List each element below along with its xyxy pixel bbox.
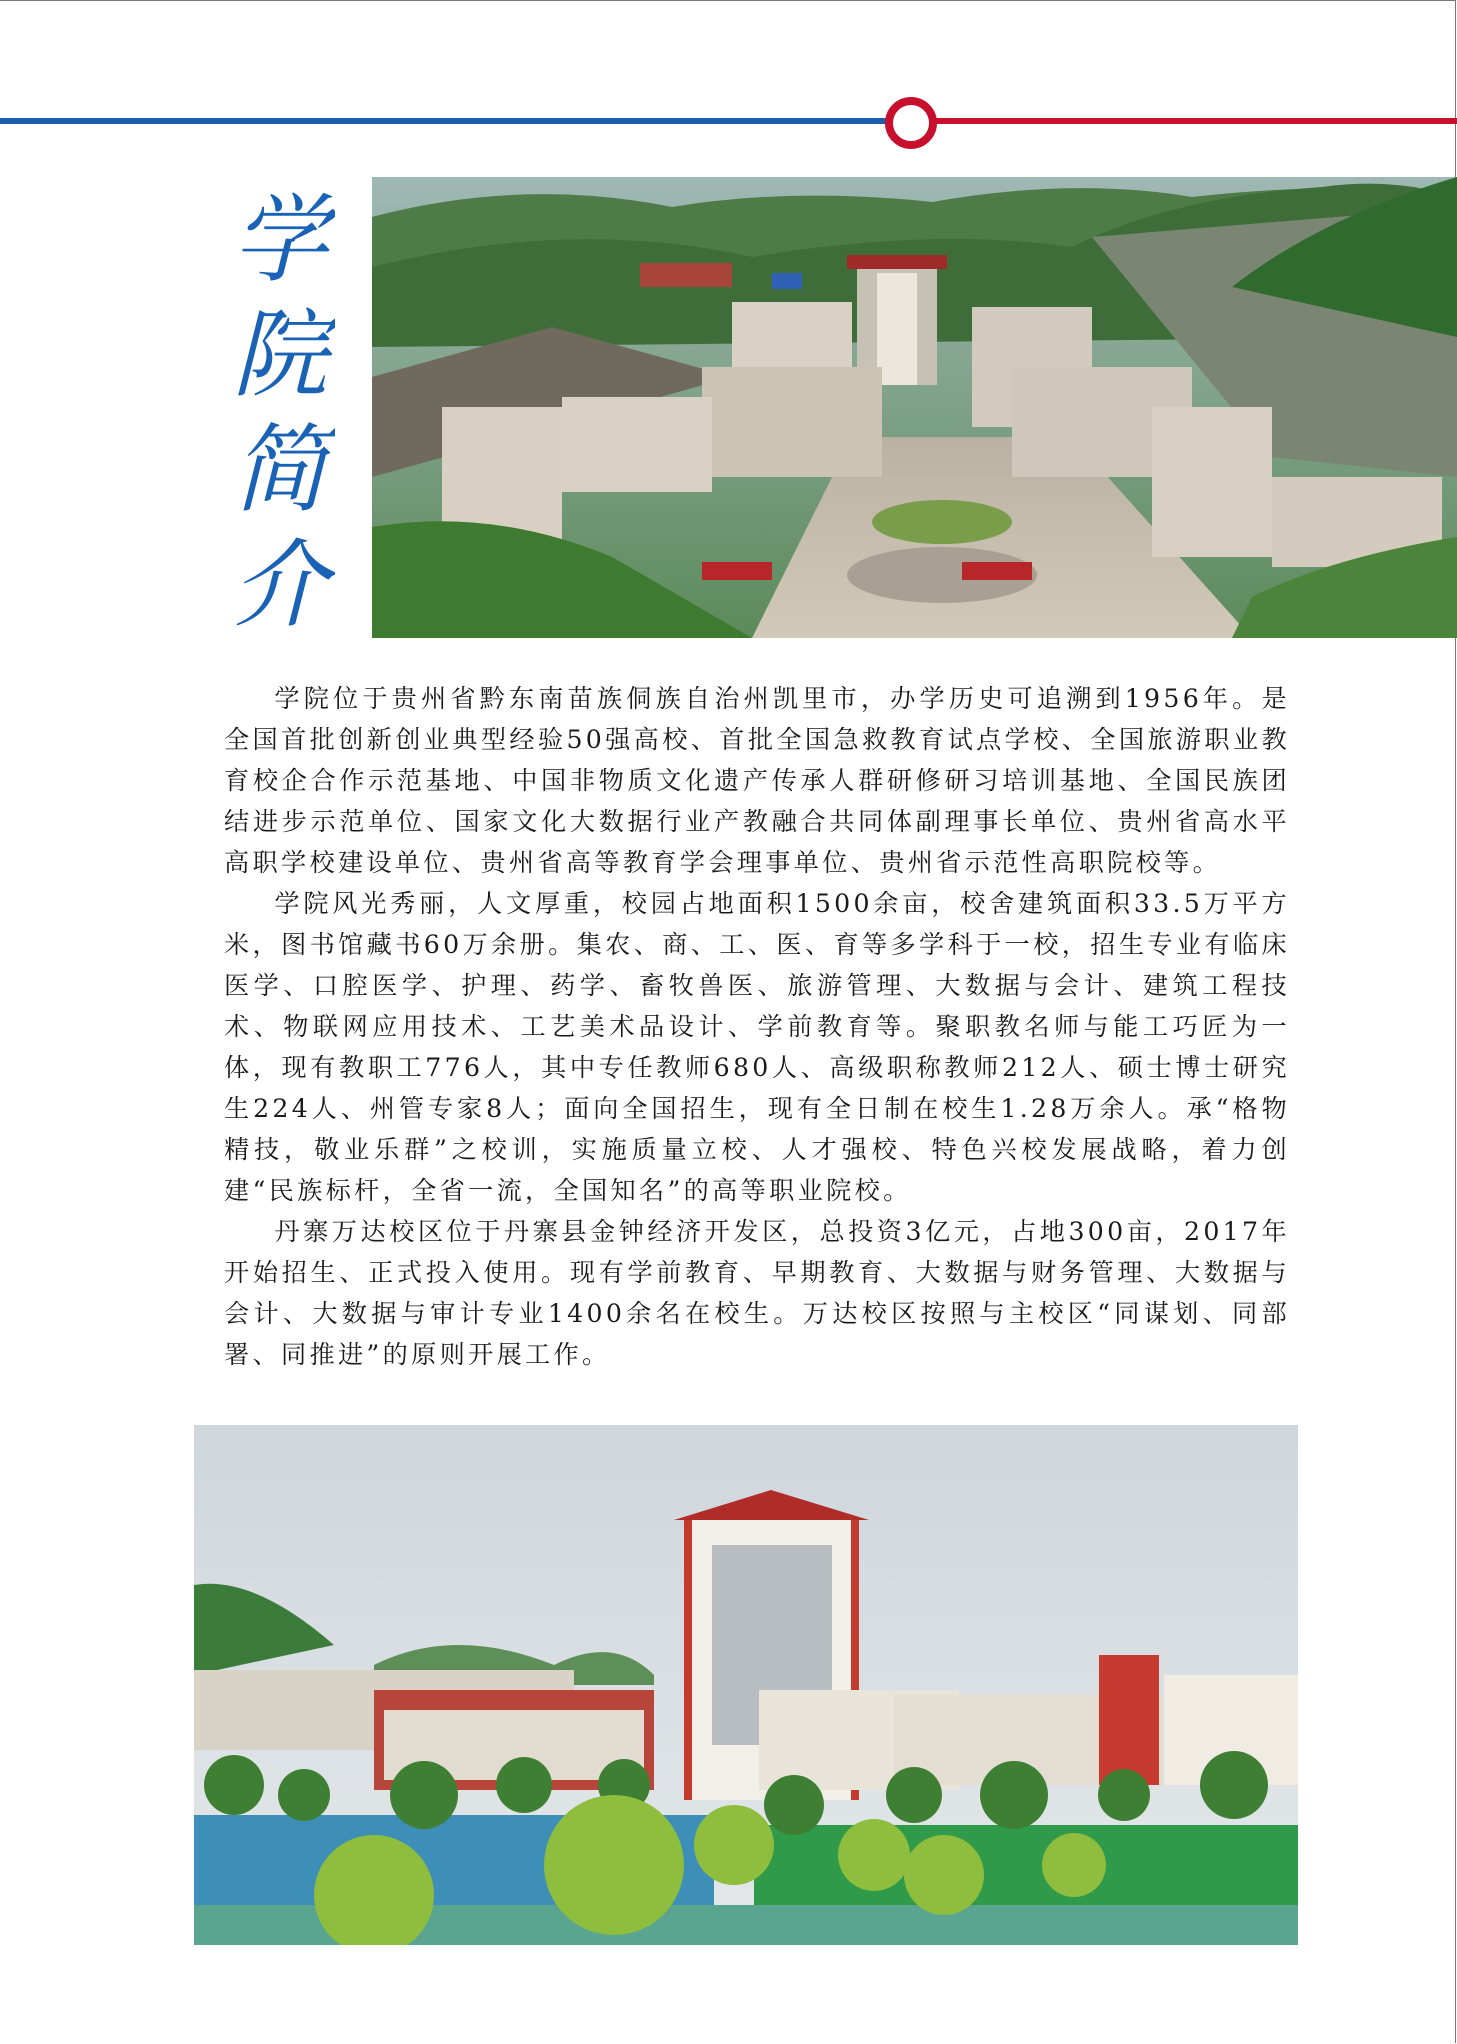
header-rule-blue <box>0 118 890 124</box>
header-ring-icon <box>885 97 937 149</box>
title-char-2: 院 <box>232 299 328 411</box>
paragraph-wanda-campus: 丹寨万达校区位于丹寨县金钟经济开发区，总投资3亿元，占地300亩，2017年开始招生、正式投入使用。现有学前教育、早期教育、大数据与财务管理、大数据与会计、大数据与审计专业1400余名在校生。万达校区按照与主校区“同谋划、同部署、同推进”的原则开展工作。 <box>224 1217 1290 1369</box>
paragraph-intro: 学院位于贵州省黔东南苗族侗族自治州凯里市，办学历史可追溯到1956年。是全国首批创新创业典型经验50强高校、首批全国急救教育试点学校、全国旅游职业教育校企合作示范基地、中国非物质文化遗产传承人群研修研习培训基地、全国民族团结进步示范单位、国家文化大数据行业产教融合共同体副理事长单位、贵州省高水平高职学校建设单位、贵州省高等教育学会理事单位、贵州省示范性高职院校等。 <box>224 684 1290 877</box>
paragraph-campus: 学院风光秀丽，人文厚重，校园占地面积1500余亩，校舍建筑面积33.5万平方米，图书馆藏书60万余册。集农、商、工、医、育等多学科于一校，招生专业有临床医学、口腔医学、护理、药学、畜牧兽医、旅游管理、大数据与会计、建筑工程技术、物联网应用技术、工艺美术品设计、学前教育等。聚职教名师与能工巧匠为一体，现有教职工776人，其中专任教师680人、高级职称教师212人、硕士博士研究生224人、州管专家8人；面向全国招生，现有全日制在校生1.28万余人。承“格物精技，敬业乐群”之校训，实施质量立校、人才强校、特色兴校发展战略，着力创建“民族标杆，全省一流，全国知名”的高等职业院校。 <box>224 889 1290 1205</box>
title-char-3: 简 <box>232 414 328 526</box>
body-text <box>224 678 1290 1375</box>
title-char-1: 学 <box>232 185 328 296</box>
header-rule-red <box>930 118 1457 124</box>
page-title-svg <box>225 185 335 645</box>
aerial-campus-photo <box>372 177 1457 638</box>
title-char-4: 介 <box>232 529 328 641</box>
campus-building-photo <box>194 1425 1298 1945</box>
page-title <box>225 185 335 645</box>
